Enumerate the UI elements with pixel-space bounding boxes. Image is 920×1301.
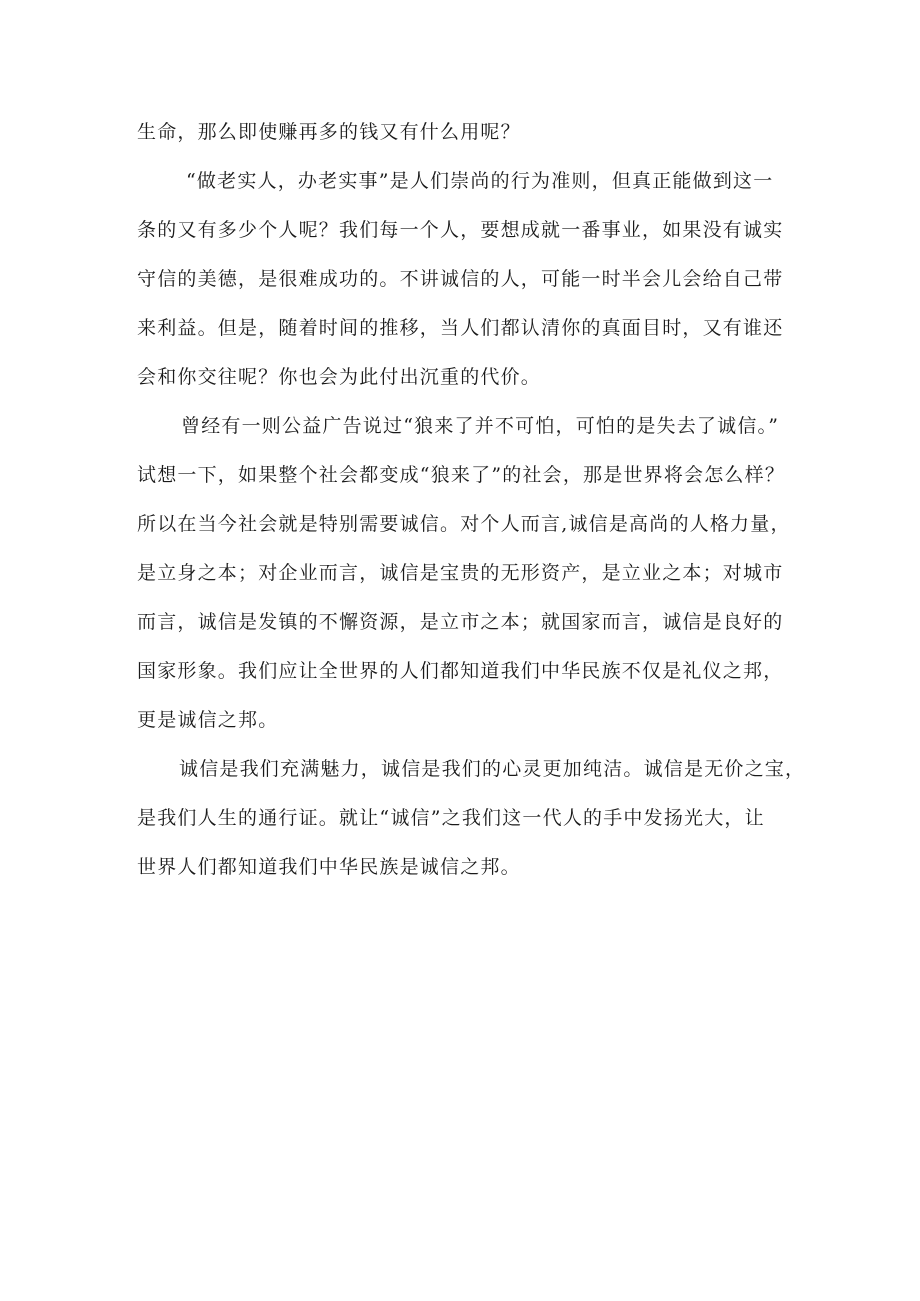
text-line: 更是诚信之邦。 bbox=[137, 709, 279, 731]
text-line: 会和你交往呢？你也会为此付出沉重的代价。 bbox=[137, 366, 542, 388]
text-line: 国家形象。我们应让全世界的人们都知道我们中华民族不仅是礼仪之邦， bbox=[137, 660, 784, 682]
text-line: 是我们人生的通行证。就让“诚信”之我们这一代人的手中发扬光大，让 bbox=[137, 807, 765, 829]
text-line: 所以在当今社会就是特别需要诚信。对个人而言,诚信是高尚的人格力量， bbox=[137, 513, 791, 535]
text-line: 是立身之本；对企业而言，诚信是宝贵的无形资产，是立业之本；对城市 bbox=[137, 562, 784, 584]
paragraph-start-line: 诚信是我们充满魅力，诚信是我们的心灵更加纯洁。诚信是无价之宝， bbox=[179, 758, 806, 780]
paragraph-start-line: 曾经有一则公益广告说过“狼来了并不可怕，可怕的是失去了诚信。” bbox=[181, 415, 780, 437]
text-line: 守信的美德，是很难成功的。不讲诚信的人，可能一时半会儿会给自己带 bbox=[137, 268, 784, 290]
text-line: 条的又有多少个人呢？我们每一个人，要想成就一番事业，如果没有诚实 bbox=[137, 219, 784, 241]
text-line: 而言，诚信是发镇的不懈资源，是立市之本；就国家而言，诚信是良好的 bbox=[137, 611, 784, 633]
text-line: 世界人们都知道我们中华民族是诚信之邦。 bbox=[137, 856, 521, 878]
paragraph-start-line: “做老实人，办老实事”是人们崇尚的行为准则，但真正能做到这一 bbox=[186, 170, 774, 192]
text-line: 生命，那么即使赚再多的钱又有什么用呢？ bbox=[137, 121, 521, 143]
text-line: 来利益。但是，随着时间的推移，当人们都认清你的真面目时，又有谁还 bbox=[137, 317, 784, 339]
text-line: 试想一下，如果整个社会都变成“狼来了”的社会，那是世界将会怎么样？ bbox=[137, 464, 786, 486]
